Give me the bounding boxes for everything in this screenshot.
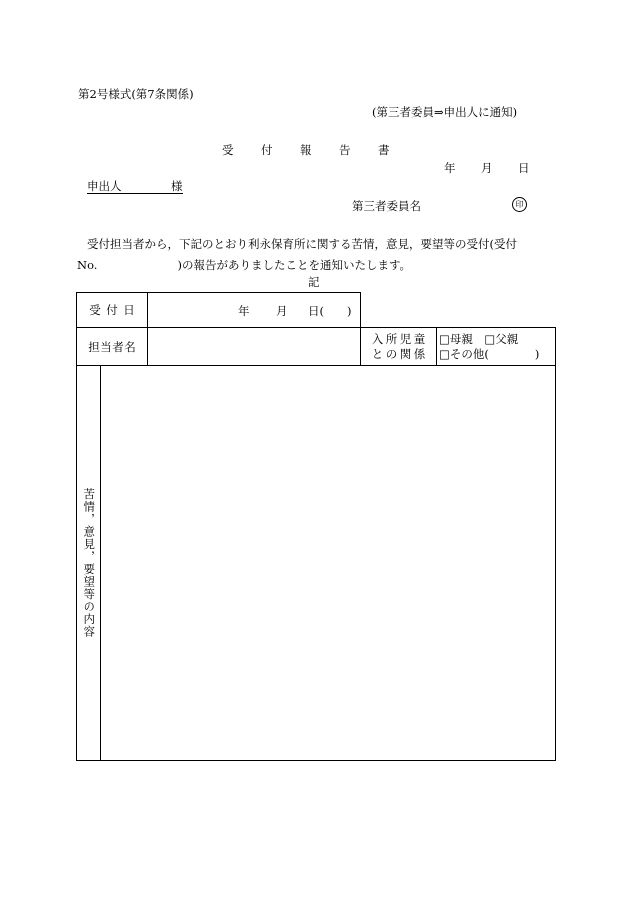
- title-char: 書: [378, 143, 390, 157]
- label-char: 童: [413, 331, 426, 346]
- reception-year: 年: [238, 304, 250, 318]
- relation-options[interactable]: [437, 328, 556, 366]
- reception-month: 月: [276, 304, 288, 318]
- body-text-line-1: 受付担当者から，下記のとおり利永保育所に関する苦情，意見，要望等の受付(受付: [87, 237, 517, 251]
- relation-options-line-2[interactable]: □その他( ): [439, 346, 540, 361]
- date-line: [444, 160, 555, 176]
- relation-options-line-1[interactable]: □母親 □父親: [439, 331, 519, 346]
- applicant-honorific: 様: [171, 179, 183, 193]
- label-char: 児: [399, 331, 412, 346]
- applicant-field[interactable]: [87, 180, 183, 194]
- content-label: [77, 366, 101, 761]
- label-char: 所: [385, 331, 398, 346]
- date-month: 月: [481, 161, 493, 175]
- label-char: 者: [112, 339, 124, 354]
- body-text-line-2: [77, 257, 411, 273]
- blank-area: [361, 293, 556, 328]
- reception-day: 日( ): [308, 304, 352, 318]
- title-char: 受: [222, 143, 234, 157]
- relation-label-line-2: [361, 347, 436, 362]
- relation-label: [361, 328, 437, 366]
- reception-form-table: [76, 292, 556, 761]
- body-text-line-2-suffix: )の報告がありましたことを通知いたします。: [177, 258, 412, 272]
- applicant-label: 申出人: [87, 179, 122, 193]
- reception-date-label: [77, 293, 148, 328]
- staff-name-label: [77, 328, 148, 366]
- label-char: 付: [106, 303, 118, 317]
- label-char: 入: [371, 331, 384, 346]
- label-char: 関: [399, 346, 412, 361]
- label-char: 当: [100, 339, 112, 354]
- label-char: 係: [413, 346, 426, 361]
- relation-label-line-1: [361, 332, 436, 347]
- reception-number-prefix: No.: [77, 258, 98, 272]
- title-char: 告: [339, 143, 351, 157]
- label-char: と: [371, 346, 384, 361]
- document-title: [222, 142, 422, 158]
- ki-heading: 記: [308, 275, 320, 289]
- label-char: 担: [88, 339, 100, 354]
- title-char: 報: [300, 143, 312, 157]
- staff-name-field[interactable]: [148, 328, 361, 366]
- date-day: 日: [518, 161, 530, 175]
- label-char: 名: [124, 339, 136, 354]
- seal-icon: 印: [512, 197, 527, 212]
- content-field[interactable]: [101, 366, 556, 761]
- label-char: 受: [89, 303, 101, 317]
- date-year: 年: [444, 161, 456, 175]
- form-number: 第2号様式(第7条関係): [78, 87, 194, 101]
- reception-date-value[interactable]: [148, 293, 361, 328]
- title-char: 付: [261, 143, 273, 157]
- label-char: 日: [123, 303, 135, 317]
- committee-name-label: 第三者委員名: [352, 199, 421, 213]
- label-char: の: [385, 346, 398, 361]
- content-label-text: 苦情，意見，要望等の内容: [82, 488, 97, 638]
- notice-direction: (第三者委員⇒申出人に通知): [372, 105, 518, 119]
